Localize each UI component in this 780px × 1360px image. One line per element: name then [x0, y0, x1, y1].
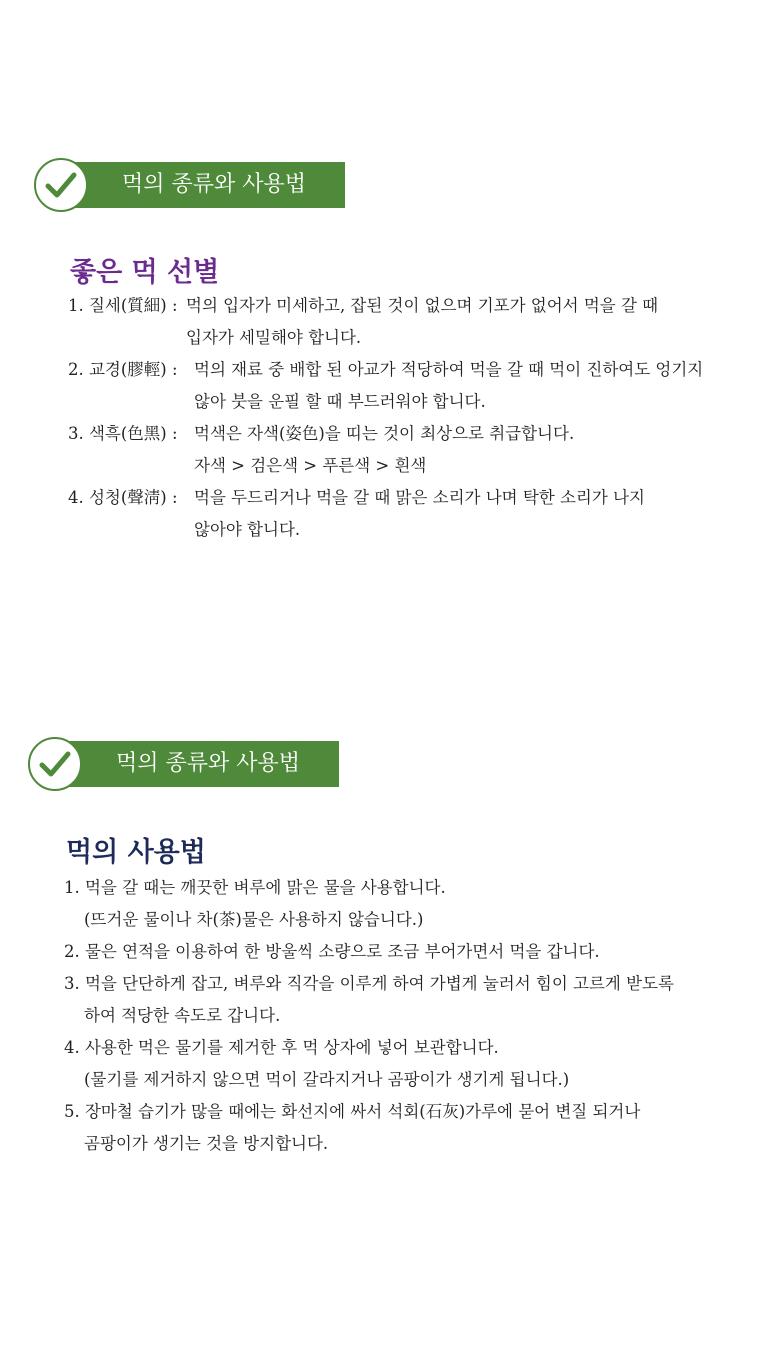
- list-item-body: [194, 482, 645, 546]
- list-item-line: (뜨거운 물이나 차(茶)물은 사용하지 않습니다.): [84, 910, 424, 929]
- list-item-line: 않아야 합니다.: [194, 520, 301, 539]
- check-icon-glyph: [39, 750, 71, 778]
- list-item-body: [194, 418, 574, 482]
- check-icon: [28, 737, 82, 791]
- list-item-body: [194, 354, 703, 418]
- section-badge: 먹의 종류와 사용법: [64, 162, 345, 208]
- list-item-line: 1. 먹을 갈 때는 깨끗한 벼루에 맑은 물을 사용합니다.: [64, 878, 446, 897]
- list-item-line: 먹의 입자가 미세하고, 잡된 것이 없으며 기포가 없어서 먹을 갈 때: [186, 296, 659, 315]
- list-item: [68, 354, 760, 418]
- list-item: [68, 482, 760, 546]
- section-heading: 먹의 사용법: [66, 837, 206, 868]
- usage-steps-list: [64, 872, 760, 1160]
- list-item-term: 4. 성청(聲淸) :: [68, 488, 178, 507]
- check-icon-glyph: [45, 171, 77, 199]
- list-item-line: 입자가 세밀해야 합니다.: [186, 328, 362, 347]
- list-item: [68, 290, 760, 354]
- list-item-line: 않아 붓을 운필 할 때 부드러워야 합니다.: [194, 392, 486, 411]
- list-item: [64, 968, 760, 1032]
- list-item-term: 1. 질세(質細) :: [68, 296, 178, 315]
- list-item-line: 먹의 재료 중 배합 된 아교가 적당하여 먹을 갈 때 먹이 진하여도 엉기지: [194, 360, 704, 379]
- section-heading: 좋은 먹 선별: [70, 257, 220, 288]
- list-item: [64, 872, 760, 936]
- list-item-term: 2. 교경(膠輕) :: [68, 360, 178, 379]
- list-item-line: 먹색은 자색(姿色)을 띠는 것이 최상으로 취급합니다.: [194, 424, 575, 443]
- check-icon: [34, 158, 88, 212]
- list-item: [64, 1096, 760, 1160]
- list-item-line: 먹을 두드리거나 먹을 갈 때 맑은 소리가 나며 탁한 소리가 나지: [194, 488, 645, 507]
- list-item-line: 하여 적당한 속도로 갑니다.: [84, 1006, 281, 1025]
- list-item-line: 3. 먹을 단단하게 잡고, 벼루와 직각을 이루게 하여 가볍게 눌러서 힘이 고르게 받도록: [64, 974, 674, 993]
- selection-criteria-list: [68, 290, 760, 546]
- list-item-line: (물기를 제거하지 않으면 먹이 갈라지거나 곰팡이가 생기게 됩니다.): [84, 1070, 570, 1089]
- list-item-line: 5. 장마철 습기가 많을 때에는 화선지에 싸서 석회(石灰)가루에 묻어 변질 되거나: [64, 1102, 641, 1121]
- list-item-line: 4. 사용한 먹은 물기를 제거한 후 먹 상자에 넣어 보관합니다.: [64, 1038, 499, 1057]
- list-item-line: 2. 물은 연적을 이용하여 한 방울씩 소량으로 조금 부어가면서 먹을 갑니다.: [64, 942, 600, 961]
- section-badge: 먹의 종류와 사용법: [58, 741, 339, 787]
- list-item-line: 자색 > 검은색 > 푸른색 > 흰색: [194, 456, 427, 475]
- list-item: [64, 1032, 760, 1096]
- list-item-term: 3. 색흑(色黑) :: [68, 424, 178, 443]
- list-item-line: 곰팡이가 생기는 것을 방지합니다.: [84, 1134, 329, 1153]
- list-item-body: [186, 290, 658, 354]
- list-item: [68, 418, 760, 482]
- list-item: [64, 936, 760, 968]
